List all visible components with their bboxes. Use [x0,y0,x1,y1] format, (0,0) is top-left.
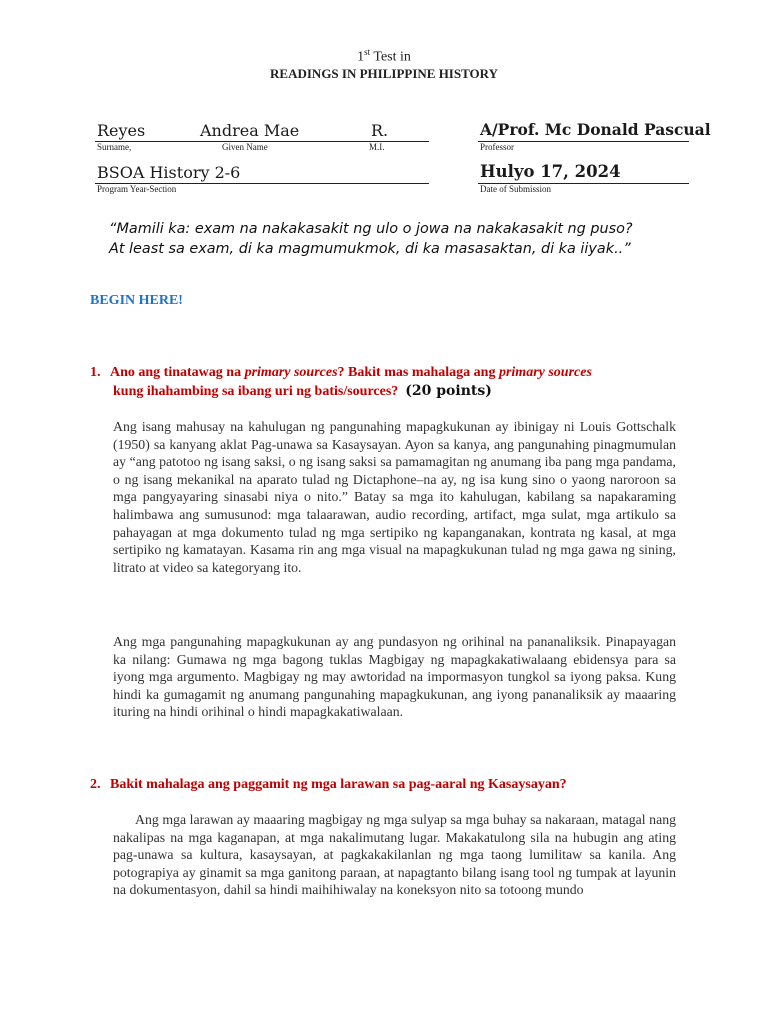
submission-date-value: Hulyo 17, 2024 [480,162,621,181]
answer-1-paragraph-1: Ang isang mahusay na kahulugan ng pangunahing mapagkukunan ay ibinigay ni Louis Gottschalk (1950) sa kanyang aklat Pag-unawa sa Kasaysayan. Ayon sa kanya, ang pangunahing pinagmumulan ay “ang patotoo ng isang saksi, o ng isang saksi sa pamamagitan ng anumang iba pang mga pandama, o ng isang mekanikal na aparato tulad ng Dictaphone–na ay, ng isa kung sino o yaong naroroon sa mga pangyayaring sinasabi niya o nito.” Batay sa mga ito kahulugan, kabilang sa napakaraming halimbawa ang sumusunod: mga talaarawan, audio recording, artifact, mga sulat, mga artikulo sa pahayagan at mga dokumento tulad ng mga sertipiko ng kapanganakan, kontrata ng kasal, at mga sertipiko ng kamatayan. Kasama rin ang mga visual na mapagkukunan tulad ng mga gawa ng sining, litrato at video sa kategoryang ito. [113,419,676,575]
given-name-label: Given Name [222,142,268,152]
answer-2-paragraph-1: Ang mga larawan ay maaaring magbigay ng mga sulyap sa mga buhay sa nakaraan, matagal nang nakalipas na mga kaganapan, at mga nakalimutang lugar. Makakatulong sila na hubugin ang ating pag-unawa sa kultura, kasaysayan, at pagkakakilanlan ng mga taong lumilitaw sa kanila. Ang potograpiya ay ginamit sa mga ganitong paraan, at napagtanto bilang isang tool ng tumpak at layunin na dokumentasyon, dahil sa hindi maihihiwalay na koneksyon nito sa totoong mundo [113,812,676,898]
program-label: Program Year-Section [97,184,177,194]
answer-1-paragraph-2: Ang mga pangunahing mapagkukunan ay ang pundasyon ng orihinal na pananaliksik. Pinapayagan ka nilang: Gumawa ng mga bagong tuklas Magbigay ng mapagkakatiwalaang ebidensya para sa iyong mga argumento. Magbigay ng may awtoridad na impormasyon tungkol sa iyong paksa. Kung hindi ka gumagamit ng anumang pangunahing mapagkukunan, ang iyong pananaliksik ay maaaring ituring na hindi orihinal o hindi mapagkakatiwalaan. [113,634,676,720]
program-value: BSOA History 2-6 [97,163,241,182]
middle-initial-label: M.I. [369,142,385,152]
question-number: 2. [90,777,101,792]
middle-initial-value: R. [371,121,389,140]
submission-date-label: Date of Submission [480,184,551,194]
quote-line: “Mamili ka: exam na nakakasakit ng ulo o jowa na nakakasakit ng puso? [109,221,633,237]
question-1: 1. Ano ang tinatawag na primary sources? Bakit mas mahalaga ang primary sources kung ihahambing sa ibang uri ng batis/sources? (20 points) [90,365,592,399]
question-number: 1. [90,365,101,380]
begin-heading: BEGIN HERE! [90,293,183,308]
quote [109,219,633,259]
given-name-value: Andrea Mae [200,121,300,140]
quote-line: At least sa exam, di ka magmumukmok, di ka masasaktan, di ka iiyak..” [109,241,631,257]
surname-label: Surname, [97,142,132,152]
professor-value: A/Prof. Mc Donald Pascual [480,120,711,139]
points-label: (20 points) [405,383,492,399]
question-2: 2. Bakit mahalaga ang paggamit ng mga larawan sa pag-aaral ng Kasaysayan? [90,777,567,792]
course-title: READINGS IN PHILIPPINE HISTORY [270,66,498,81]
professor-label: Professor [480,142,514,152]
test-number: 1st Test in [357,47,411,65]
surname-value: Reyes [97,121,146,140]
